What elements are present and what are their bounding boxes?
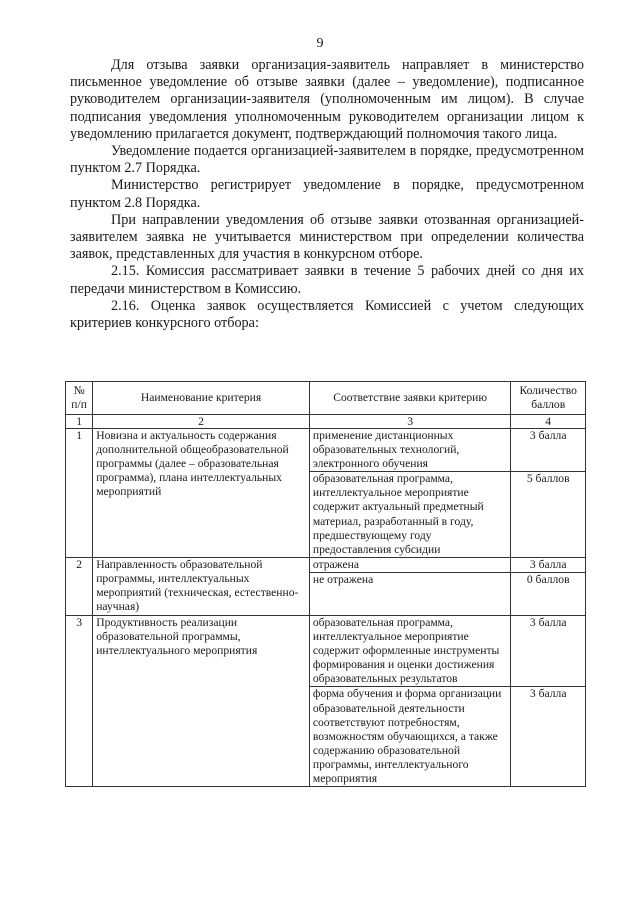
paragraph-2-16: 2.16. Оценка заявок осуществляется Комиссией с учетом следующих критериев конкурсного отбора:: [70, 297, 584, 332]
paragraph-notice-registration: Министерство регистрирует уведомление в порядке, предусмотренном пунктом 2.8 Порядка.: [70, 177, 584, 211]
header-score: Количество баллов: [511, 382, 586, 415]
criterion-name: Направленность образовательной программы, интеллектуальных мероприятий (техническая, естественно-научная): [93, 557, 310, 615]
table-row: [66, 615, 586, 686]
criteria-table: [65, 381, 586, 787]
page-number: 9: [316, 36, 324, 51]
header-number: № п/п: [66, 382, 93, 415]
table-row: [66, 557, 586, 572]
paragraph-withdrawal: Для отзыва заявки организация-заявитель направляет в министерство письменное уведомление об отзыве заявки (далее – уведомление), подписанное руководителем организации-заявителя (уполномоченным им лицом). В случае подписания уведомления уполномоченным руководителем организации лицом к уведомлению прилагается документ, подтверждающий полномочия такого лица.: [70, 57, 584, 142]
criterion-name: Новизна и актуальность содержания дополнительной общеобразовательной программы (далее – образовательная программа), плана интеллектуальных мероприятий: [93, 429, 310, 558]
paragraph-withdrawn-application: При направлении уведомления об отзыве заявки отозванная организацией-заявителем заявка не учитывается министерством при определении количества заявок, представленных для участия в конкурсном отборе.: [70, 211, 584, 263]
column-number: 3: [309, 415, 511, 429]
compliance-text: форма обучения и форма организации образовательной деятельности соответствуют потребностям, возможностям обучающихся, а также содержанию образовательной программы, интеллектуального мероприятия: [309, 687, 511, 787]
compliance-text: не отражена: [309, 572, 511, 615]
score-value: 0 баллов: [511, 572, 586, 615]
score-value: 3 балла: [511, 615, 586, 686]
compliance-text: отражена: [309, 557, 511, 572]
score-value: 5 баллов: [511, 472, 586, 558]
compliance-text: применение дистанционных образовательных технологий, электронного обучения: [309, 429, 511, 472]
paragraph-notice-submission: Уведомление подается организацией-заявителем в порядке, предусмотренном пунктом 2.7 Порядка.: [70, 143, 584, 177]
criterion-name: Продуктивность реализации образовательной программы, интеллектуального мероприятия: [93, 615, 310, 786]
body-text: [70, 57, 584, 332]
column-number: 4: [511, 415, 586, 429]
score-value: 3 балла: [511, 687, 586, 787]
column-number: 2: [93, 415, 310, 429]
compliance-text: образовательная программа, интеллектуальное мероприятие содержит актуальный предметный материал, разработанный в году, предшествующему году предоставления субсидии: [309, 472, 511, 558]
table-header-row: [66, 382, 586, 415]
criterion-number: 3: [66, 615, 93, 786]
column-number: 1: [66, 415, 93, 429]
table-row: [66, 429, 586, 472]
score-value: 3 балла: [511, 429, 586, 472]
header-criterion-name: Наименование критерия: [93, 382, 310, 415]
criterion-number: 2: [66, 557, 93, 615]
header-compliance: Соответствие заявки критерию: [309, 382, 511, 415]
score-value: 3 балла: [511, 557, 586, 572]
compliance-text: образовательная программа, интеллектуальное мероприятие содержит оформленные инструменты формирования и оценки достижения образовательных результатов: [309, 615, 511, 686]
paragraph-2-15: 2.15. Комиссия рассматривает заявки в течение 5 рабочих дней со дня их передачи министерством в Комиссию.: [70, 263, 584, 297]
column-number-row: [66, 415, 586, 429]
criterion-number: 1: [66, 429, 93, 558]
